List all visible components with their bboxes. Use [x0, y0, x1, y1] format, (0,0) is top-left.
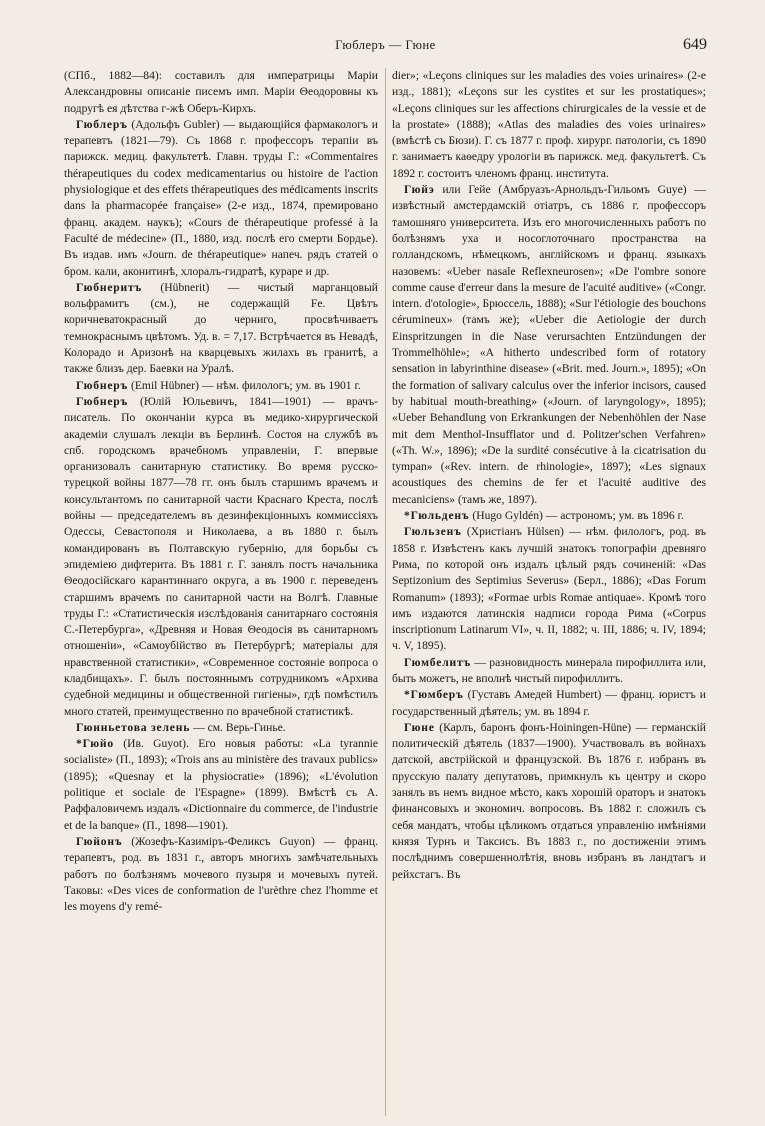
headword: Гюбнеръ	[76, 378, 129, 392]
article-entry	[392, 720, 706, 883]
entry-text: — разновидность минерала пирофиллита или, быть можетъ, не вполнѣ чистый пирофиллитъ.	[392, 655, 706, 685]
page-number: 649	[683, 36, 707, 53]
headword: Гюбнеритъ	[76, 280, 143, 294]
article-entry	[64, 378, 378, 394]
article-entry	[64, 117, 378, 280]
article-entry	[64, 834, 378, 915]
article-entry	[64, 68, 378, 117]
entry-text: (Hugo Gyldén) — астрономъ; ум. въ 1896 г.	[469, 509, 684, 523]
page-header	[64, 36, 707, 60]
entry-text: (Карлъ, баронъ фонъ-Hoiningen-Hüne) — германскiй политическiй дѣятель (1837—1900). Участвовалъ въ войнахъ датской, австрiйской и французской. Въ 1876 г. избранъ въ прусскую палату депутатовъ, примкнулъ къ центру и скоро занялъ въ немъ видное мѣсто, какъ хорошiй ораторъ и знатокъ финансовыхъ и экономич. вопросовъ. Въ 1882 г. сложилъ съ себя мандатъ, чтобы цѣликомъ отдаться управленiю имѣнiями князя Турнъ и Таксисъ. Въ 1883 г., по достиженiи этимъ послѣднимъ совершеннолѣтiя, вновь избранъ въ ландтагъ и рейхстагъ. Въ	[392, 720, 706, 881]
entry-text: dier»; «Leçons cliniques sur les maladies des voies urinaires» (2-е изд., 1881); «Leçons sur les cystites et sur les prostatiques»; «Leçons cliniques sur les affections chirurgicales de la vessie et de la prostate» (1888); «Atlas des maladies des voies urinaires» (вмѣстѣ съ Бюзи). Г. съ 1877 г. проф. хирург. патологiи, съ 1890 г. занимаетъ каѳедру урологiи въ парижск. мед. факультетѣ. Съ 1892 г. состоитъ членомъ франц. института.	[392, 69, 706, 180]
article-entry	[392, 524, 706, 654]
headword: Гюиньетова зелень	[76, 720, 191, 734]
headword: Гюмбелитъ	[404, 655, 472, 669]
headword: Гюйонъ	[76, 834, 123, 848]
entry-text: — см. Верь-Гинье.	[190, 720, 286, 734]
entry-text: (Жозефъ-Казимiръ-Феликсъ Guyon) — франц. терапевтъ, род. въ 1831 г., авторъ многихъ замѣчательныхъ работъ по болѣзнямъ мочевого пузыря и мочевыхъ путей. Таковы: «Des vices de conformation de l'urèthre chez l'homme et les moyens d'y remé-	[64, 834, 378, 914]
entry-text: (Густавъ Амедей Humbert) — франц. юристъ и государственный дѣятель; ум. въ 1894 г.	[392, 688, 706, 718]
entry-text: (Адольфъ Gubler) — выдающiйся фармакологъ и терапевтъ (1821—79). Съ 1868 г. профессоръ терапiи въ парижск. медиц. факультетѣ. Главн. труды Г.: «Commentaires thérapeutiques du codex medicamentarius ou histoire de l'action physiologique et des effets thérapeutiques des médicaments inscrits dans la pharmacopée française» (2-е изд., 1874, премировано франц. академ. наукъ); «Cours de thérapeutique professé à la Faculté de médecine» (П., 1880, изд. послѣ его смерти Бордье). Въ издав. имъ «Journ. de thérapeutique» напеч. рядъ статей о бром. кали, аконитинѣ, хлоралъ-гидратѣ, кураре и др.	[64, 117, 378, 278]
entry-text: (Ив. Guyot). Его новыя работы: «La tyrannie socialiste» (П., 1893); «Trois ans au ministère des travaux publics» (1895); «Quesnay et la physiocratie» (1896); «L'évolution politique et sociale de l'Espagne» (1899). Вмѣстѣ съ А. Раффаловичемъ издалъ «Dictionnaire du commerce, de l'industrie et de la banque» (П., 1898—1901).	[64, 737, 378, 832]
article-entry	[392, 182, 706, 508]
article-entry	[64, 280, 378, 378]
entry-text: (Христiанъ Hülsen) — нѣм. филологъ, род. въ 1858 г. Извѣстенъ какъ лучшiй знатокъ топографiи древняго Рима, по которой онъ издалъ цѣлый рядъ сочиненiй: «Das Septizonium des Septimius Severus» (Берл., 1886); «Das Forum Romanum» (1893); «Formae urbis Romae antiquae». Кромѣ того имъ издаются латинскiя надписи города Рима («Corpus inscriptionum Latinarum VI», ч. II, 1882; ч. III, 1886; ч. IV, 1894; ч. V, 1895).	[392, 525, 706, 653]
headword: Гюбнеръ	[76, 394, 129, 408]
right-column	[392, 68, 706, 1116]
headword: *Гюйо	[76, 737, 114, 751]
headword: Гюне	[404, 720, 435, 734]
article-entry	[64, 394, 378, 720]
article-entry	[392, 68, 706, 182]
headword: *Гюмберъ	[404, 688, 464, 702]
text-columns	[64, 68, 706, 1116]
entry-text: (СПб., 1882—84): составилъ для императрицы Марiи Александровны описанiе писемъ имп. Марiи Θеодоровны къ подругѣ ея дѣтства г-жѣ Оберъ-Кирхъ.	[64, 69, 378, 115]
entry-text: (Юлiй Юльевичъ, 1841—1901) — врачъ-писатель. По окончанiи курса въ медико-хирургической академiи слушалъ лекцiи въ Берлинѣ. Состоя на службѣ въ спб. городскомъ врачебномъ управленiи, Г. впервые организовалъ санитарную статистику. Во время русско-турецкой войны 1877—78 гг. онъ былъ старшимъ врачемъ и консультантомъ по санитарной части Краснаго Креста, послѣ войны — председателемъ въ дезинфекцiонныхъ коммиссiяхъ Одессы, Севастополя и Николаева, а въ 1880 г. былъ командированъ въ Полтавскую губернiю, для борьбы съ эпидемiею дифтерита. Въ 1881 г. Г. занялъ постъ начальника Θеодосiйскаго карантиннаго округа, а въ 1900 г. переведенъ старшимъ врачемъ по санитарной части на Волгѣ. Главные труды Г.: «Статистическiя изслѣдованiя санитарнаго состоянiя С.-Петербурга», «Древняя и Новая Θеодосiя въ санитарномъ отношенiи», «Самоубiйство въ Петербургѣ; матерiалы для нравственной статистики», «Современное состоянiе вопроса о кладбищахъ». Г. былъ постояннымъ сотрудникомъ «Архива судебной медицины и общественной гигiены», гдѣ помѣстилъ много статей, преимущественно по врачебной статистикѣ.	[64, 394, 378, 718]
article-entry	[392, 687, 706, 720]
headword: *Гюльденъ	[404, 509, 470, 523]
headword: Гюблеръ	[76, 117, 128, 131]
headword: Гюльзенъ	[404, 525, 462, 539]
entry-text: (Hübnerit) — чистый марганцовый вольфрамитъ (см.), не содержащiй Fe. Цвѣтъ коричневатокрасный до черниго, просвѣчиваетъ темнокраснымъ цвѣтомъ. Уд. в. = 7,17. Встрѣчается въ Невадѣ, Колорадо и Аризонѣ на кварцевыхъ жилахъ въ гранитѣ, а также близъ дер. Баевки на Уралѣ.	[64, 280, 378, 376]
column-divider	[385, 68, 386, 1116]
article-entry	[64, 736, 378, 834]
article-entry	[392, 508, 706, 524]
article-entry	[392, 655, 706, 688]
article-entry	[64, 720, 378, 736]
entry-text: или Гейе (Амбруазъ-Арнольдъ-Гильомъ Guye) — извѣстный амстердамскiй отiатръ, съ 1886 г. профессоръ тамошняго университета. Изъ его многочисленныхъ работъ по болѣзнямъ уха и носоглоточнаго пространства на голландскомъ, нѣмецкомъ, англiйскомъ и франц. языкахъ назовемъ: «Ueber nasale Reflexneurosen»; «De l'ombre sonore comme cause d'erreur dans la mesure de l'acuité auditive» («Congr. intern. d'otologie», Брюссель, 1888); «Sur l'étiologie des bouchons cérumineux» (тамъ же); «Ueber die Aetiologie der durch Einspritzungen in die Nase verursachten Entzündungen der Trommelhöhle»; «A hitherto undescribed form of rotatory sensation in labyrinthine disease» («Brit. med. Journ.», 1895); «On the formation of salivary calculus over the inferior incisors, caused by habitual mouth-breathing» («Journ. of laryngology», 1895); «Ueber Behandlung von Erkrankungen der Nebenhöhlen der Nase mit dem Menthol-Insufflator und d. Politzer'schen Verfahren» («Th. W.», 1896); «De la surdité consécutive à la cicatrisation du tympan» («Rev. intern. de rhinologie», 1897); «Les signaux acoustiques des chemins de fer et l'acuité auditive des mecaniciens» (тамъ же, 1897).	[392, 183, 706, 506]
entry-text: (Emil Hübner) — нѣм. филологъ; ум. въ 1901 г.	[128, 378, 361, 392]
left-column	[64, 68, 378, 1116]
headword: Гюйэ	[404, 183, 435, 197]
running-title: Гюблеръ — Гюне	[335, 38, 436, 52]
